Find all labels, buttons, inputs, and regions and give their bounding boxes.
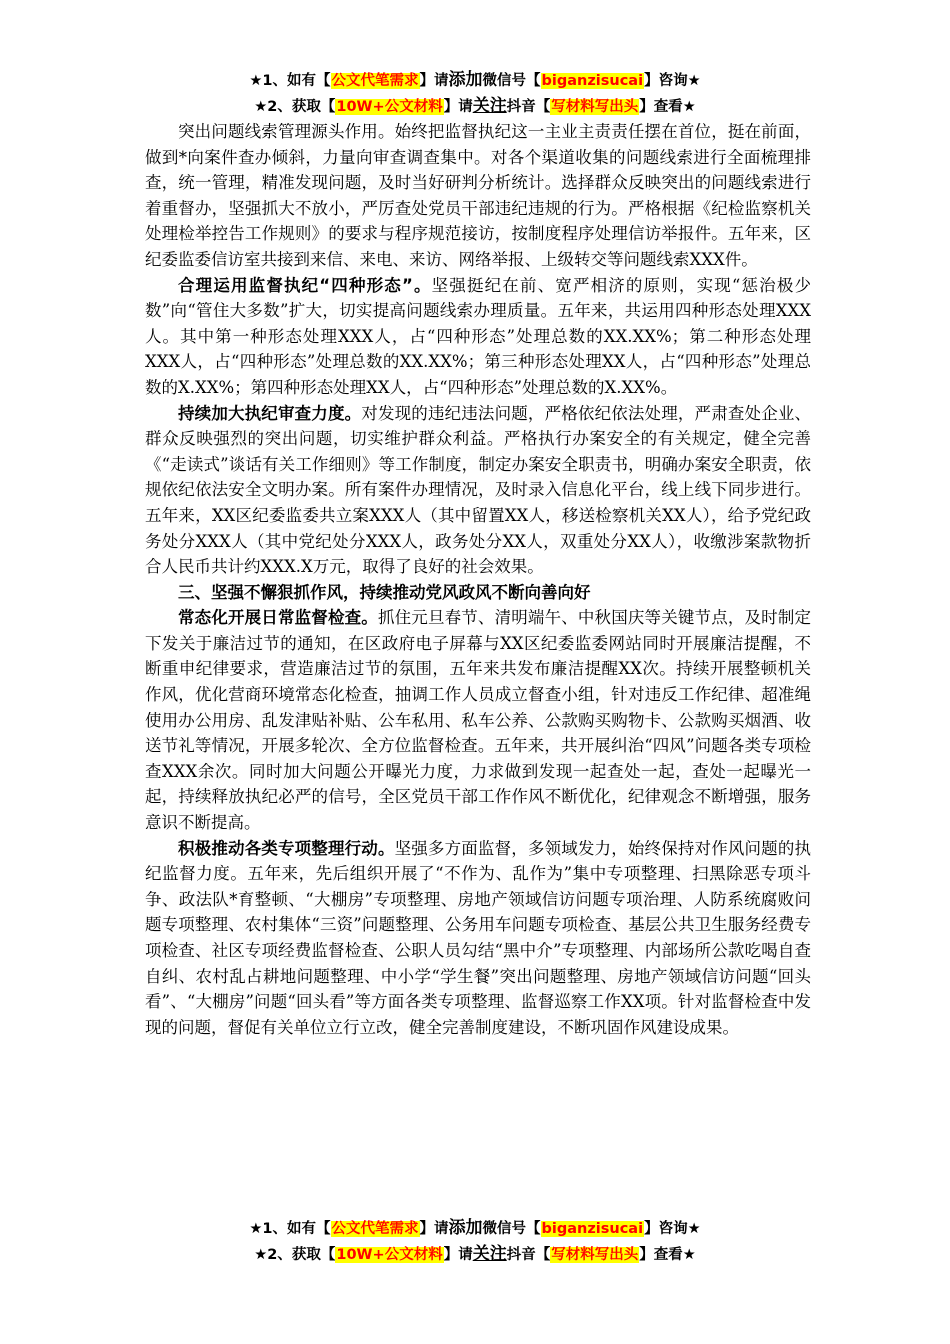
highlight-service: 公文代笔需求 [331, 1221, 419, 1237]
banner-text: 】咨询★ [644, 73, 701, 89]
highlight-wechat-id: biganzisucai [541, 1221, 644, 1237]
banner-line-1 [0, 1216, 950, 1242]
banner-text: 】请 [443, 99, 473, 115]
banner-line-1 [0, 68, 950, 94]
paragraph-5 [145, 836, 811, 1041]
highlight-wechat-id: biganzisucai [541, 73, 644, 89]
banner-line-2 [0, 94, 950, 120]
bottom-banner [0, 1216, 950, 1268]
paragraph-lead: 合理运用监督执纪“四种形态”。 [178, 275, 432, 295]
banner-text: 微信号【 [482, 1221, 541, 1237]
section-heading-3: 三、坚强不懈狠抓作风，持续推动党风政风不断向善向好 [178, 582, 591, 602]
paragraph-lead: 积极推动各类专项整理行动。 [178, 838, 395, 858]
banner-text: 】查看★ [639, 99, 696, 115]
paragraph-lead: 常态化开展日常监督检查。 [178, 608, 378, 628]
paragraph-lead: 持续加大执纪审查力度。 [178, 403, 362, 423]
banner-text: 关注 [472, 1244, 507, 1264]
paragraph-3 [145, 401, 811, 580]
banner-text: 添加 [448, 70, 483, 90]
highlight-douyin: 写材料写出头 [551, 1247, 639, 1263]
banner-text: ★2、获取【 [254, 99, 336, 115]
banner-text: ★1、如有【 [249, 73, 331, 89]
paragraph-text: 抓住元旦春节、清明端午、中秋国庆等关键节点，及时制定下发关于廉洁过节的通知，在区政府电子屏幕与XX区纪委监委网站同时开展廉洁提醒，不断重申纪律要求，营造廉洁过节的氛围，五年来共发布廉洁提醒XX次。持续开展整顿机关作风，优化营商环境常态化检查，抽调工作人员成立督查小组，针对违反工作纪律、超准绳使用办公用房、乱发津贴补贴、公车私用、私车公养、公款购买购物卡、公款购买烟酒、收送节礼等情况，开展多轮次、全方位监督检查。五年来，共开展纠治“四风”问题各类专项检查XXX余次。同时加大问题公开曝光力度，力求做到发现一起查处一起，查处一起曝光一起，持续释放执纪必严的信号，全区党员干部工作作风不断优化，纪律观念不断增强，服务意识不断提高。 [145, 608, 812, 833]
paragraph-text: 对发现的违纪违法问题，严格依纪依法处理，严肃查处企业、群众反映强烈的突出问题，切实维护群众利益。严格执行办案安全的有关规定，健全完善《“走读式”谈话有关工作细则》等工作制度，制定办案安全职责书，明确办案安全职责，依规依纪依法安全文明办案。所有案件办理情况，及时录入信息化平台，线上线下同步进行。五年来，XX区纪委监委共立案XXX人（其中留置XX人，移送检察机关XX人），给予党纪政务处分XXX人（其中党纪处分XXX人，政务处分XX人，双重处分XX人），收缴涉案款物折合人民币共计约XXX.X万元，取得了良好的社会效果。 [145, 403, 812, 577]
highlight-service: 公文代笔需求 [331, 73, 419, 89]
banner-text: 微信号【 [482, 73, 541, 89]
paragraph-text: 坚强多方面监督，多领域发力，始终保持对作风问题的执纪监督力度。五年来，先后组织开展了“不作为、乱作为”集中专项整理、扫黑除恶专项斗争、政法队*育整顿、“大棚房”专项整理、房地产领域信访问题专项治理、人防系统腐败问题专项整理、农村集体“三资”问题整理、公务用车问题专项检查、基层公共卫生服务经费专项检查、社区专项经费监督检查、公职人员勾结“黑中介”专项整理、内部场所公款吃喝自查自纠、农村乱占耕地问题整理、中小学“学生餐”突出问题整理、房地产领域信访问题“回头看”、“大棚房”问题“回头看”等方面各类专项整理、监督巡察工作XX项。针对监督检查中发现的问题，督促有关单位立行立改，健全完善制度建设，不断巩固作风建设成果。 [145, 838, 812, 1037]
banner-text: 】请 [419, 73, 449, 89]
banner-text: 】咨询★ [644, 1221, 701, 1237]
paragraph-2 [145, 273, 811, 401]
banner-text: ★2、获取【 [254, 1247, 336, 1263]
paragraph-text: 坚强挺纪在前、宽严相济的原则，实现“惩治极少数”向“管住大多数”扩大，切实提高问题线索办理质量。五年来，共运用四种形态处理XXX人。其中第一种形态处理XXX人，占“四种形态”处理总数的XX.XX%；第二种形态处理XXX人，占“四种形态”处理总数的XX.XX%；第三种形态处理XX人，占“四种形态”处理总数的X.XX%；第四种形态处理XX人，占“四种形态”处理总数的X.XX%。 [145, 275, 811, 397]
banner-text: 关注 [472, 96, 507, 116]
banner-text: 抖音【 [506, 1247, 551, 1263]
banner-text: 】请 [443, 1247, 473, 1263]
banner-text: 】查看★ [639, 1247, 696, 1263]
paragraph-1 [145, 119, 811, 273]
top-banner [0, 68, 950, 120]
banner-text: 添加 [448, 1218, 483, 1238]
document-body [145, 119, 811, 1040]
banner-line-2 [0, 1242, 950, 1268]
banner-text: 抖音【 [506, 99, 551, 115]
highlight-materials: 10W+公文材料 [336, 1247, 443, 1263]
banner-text: ★1、如有【 [249, 1221, 331, 1237]
highlight-douyin: 写材料写出头 [551, 99, 639, 115]
paragraph-4 [145, 605, 811, 835]
paragraph-text: 突出问题线索管理源头作用。始终把监督执纪这一主业主责责任摆在首位，挺在前面，做到*向案件查办倾斜，力量向审查调查集中。对各个渠道收集的问题线索进行全面梳理排查，统一管理，精准发现问题，及时当好研判分析统计。选择群众反映突出的问题线索进行着重督办，坚强抓大不放小，严厉查处党员干部违纪违规的行为。严格根据《纪检监察机关处理检举控告工作规则》的要求与程序规范接访，按制度程序处理信访举报件。五年来，区纪委监委信访室共接到来信、来电、来访、网络举报、上级转交等问题线索XXX件。 [145, 122, 811, 269]
banner-text: 】请 [419, 1221, 449, 1237]
highlight-materials: 10W+公文材料 [336, 99, 443, 115]
